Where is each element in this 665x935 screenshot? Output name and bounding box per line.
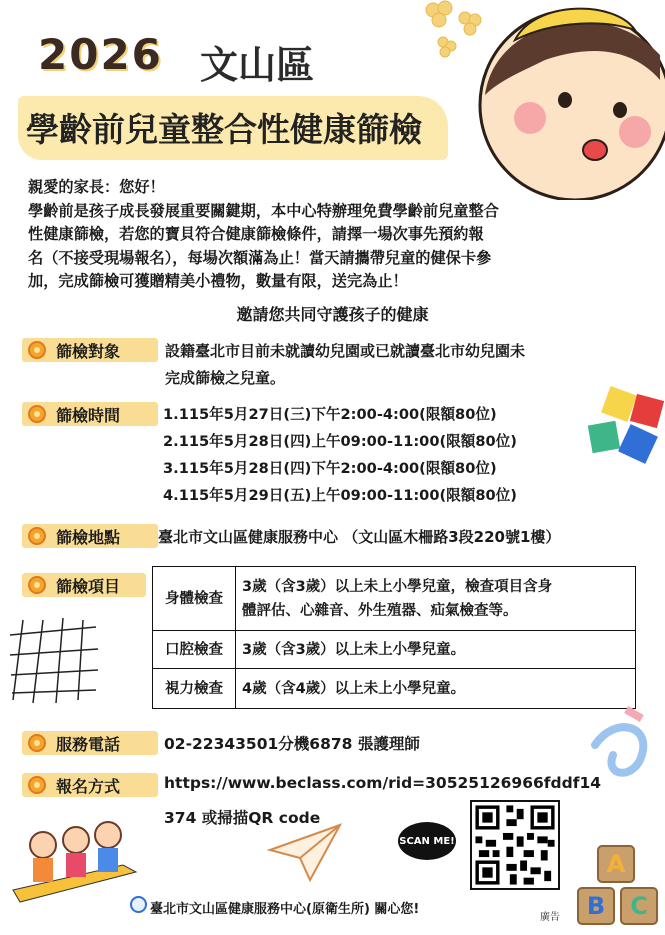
phone-label	[22, 731, 158, 755]
target-line: 完成篩檢之兒童。	[165, 369, 286, 387]
flower-icon	[28, 576, 46, 594]
flower-icon	[28, 341, 46, 359]
target-label-text: 篩檢對象	[56, 341, 121, 361]
event-district: 文山區	[200, 43, 315, 87]
flower-icon	[28, 405, 46, 423]
register-label-text: 報名方式	[56, 776, 121, 796]
intro-line: 名（不接受現場報名），每場次額滿為止！當天請攜帶兒童的健保卡參	[28, 248, 492, 267]
schedule-slot: 3.115年5月28日(四)下午2:00-4:00(限額80位)	[163, 460, 497, 477]
item-desc: 4歲（含4歲）以上未上小學兒童。	[236, 669, 636, 709]
intro-line: 加，完成篩檢可獲贈精美小禮物，數量有限，送完為止！	[28, 272, 408, 290]
block-b: B	[577, 887, 615, 925]
items-table	[152, 566, 636, 709]
register-note: 374 或掃描QR code	[164, 809, 321, 827]
grid-doodle-icon	[8, 615, 103, 705]
item-desc-line: 體評估、心雜音、外生殖器、疝氣檢查等。	[242, 602, 518, 619]
register-label	[22, 773, 158, 797]
flower-icon	[28, 776, 46, 794]
agency-logo-icon	[130, 896, 147, 913]
intro-line: 性健康篩檢，若您的寶貝符合健康篩檢條件，請擇一場次事先預約報	[28, 225, 484, 243]
table-row	[153, 567, 636, 631]
intro-text	[28, 176, 638, 294]
schedule-slot: 2.115年5月28日(四)上午09:00-11:00(限額80位)	[163, 433, 517, 450]
target-label	[22, 338, 158, 362]
footer-text: 臺北市文山區健康服務中心(原衛生所) 關心您!	[150, 902, 420, 917]
puzzle-icon	[585, 385, 665, 480]
item-name: 視力檢查	[153, 669, 236, 709]
schedule-slot: 1.115年5月27日(三)下午2:00-4:00(限額80位)	[163, 406, 497, 423]
target-line: 設籍臺北市目前未就讀幼兒園或已就讀臺北市幼兒園未	[165, 342, 526, 360]
greeting: 親愛的家長：您好！	[28, 178, 165, 196]
register-link[interactable]: https://www.beclass.com/rid=30525126966fddf14	[164, 774, 602, 792]
location-label	[22, 524, 158, 548]
table-row	[153, 631, 636, 669]
item-desc	[236, 567, 636, 631]
intro-line: 學齡前是孩子成長發展重要關鍵期，本中心特辦理免費學齡前兒童整合	[28, 201, 499, 220]
location-label-text: 篩檢地點	[56, 527, 121, 547]
page-title: 學齡前兒童整合性健康篩檢	[26, 110, 422, 149]
flower-icon	[28, 734, 46, 752]
qr-code[interactable]	[470, 800, 560, 890]
block-a: A	[597, 845, 635, 883]
location-value: 臺北市文山區健康服務中心 （文山區木柵路3段220號1樓）	[158, 528, 561, 546]
schedule-label-text: 篩檢時間	[56, 405, 121, 425]
ad-label: 廣告	[540, 912, 560, 923]
schedule-label	[22, 402, 158, 426]
item-desc: 3歲（含3歲）以上未上小學兒童。	[236, 631, 636, 669]
paper-plane-icon	[265, 820, 345, 885]
schedule-slot: 4.115年5月29日(五)上午09:00-11:00(限額80位)	[163, 487, 517, 504]
item-name: 口腔檢查	[153, 631, 236, 669]
block-c: C	[620, 887, 658, 925]
phone-label-text: 服務電話	[56, 734, 121, 754]
items-label	[22, 573, 146, 597]
phone-value: 02-22343501分機6878 張護理師	[164, 735, 420, 753]
kids-on-pencil-illustration	[8, 810, 143, 905]
event-year: 2026	[38, 30, 163, 79]
flower-icon	[28, 527, 46, 545]
item-name: 身體檢查	[153, 567, 236, 631]
scan-me-badge: SCAN ME!	[398, 822, 456, 860]
item-desc-line: 3歲（含3歲）以上未上小學兒童，檢查項目含身	[242, 578, 553, 595]
invite-heading: 邀請您共同守護孩子的健康	[236, 305, 429, 324]
table-row	[153, 669, 636, 709]
child-face-illustration	[455, 0, 665, 200]
items-label-text: 篩檢項目	[56, 576, 121, 596]
